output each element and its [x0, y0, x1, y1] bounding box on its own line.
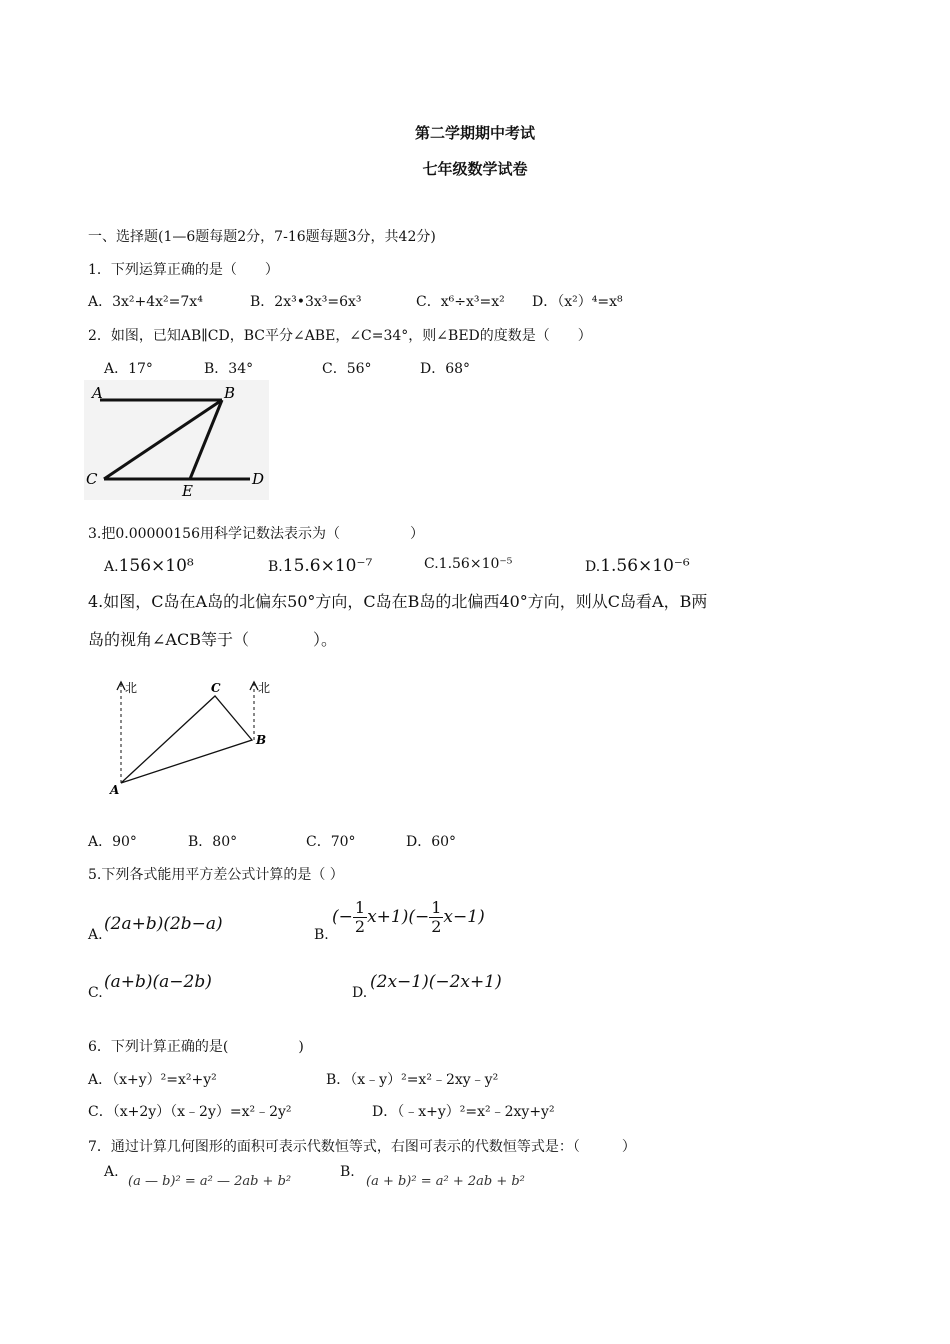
section-heading: 一、选择题(1—6题每题2分，7-16题每题3分，共42分) — [88, 229, 436, 245]
q5-option-b-label: B. — [314, 927, 329, 943]
q1-stem: 1．下列运算正确的是（ ） — [88, 262, 279, 278]
q2-option-a: A．17° — [104, 361, 153, 377]
q7-option-b-label: B. — [340, 1164, 355, 1180]
q6-stem: 6．下列计算正确的是( ) — [88, 1039, 304, 1055]
q5-option-c-expr: (a+b)(a−2b) — [104, 972, 212, 992]
q6-option-b: B．（x﹣y）²=x²﹣2xy﹣y² — [326, 1072, 499, 1088]
q4-option-d: D．60° — [406, 834, 457, 850]
q4-stem-line2: 岛的视角∠ACB等于（ ）。 — [88, 630, 337, 649]
q4-north-label-1: 北 — [125, 681, 138, 695]
q3-option-b-value: 15.6×10⁻⁷ — [282, 556, 373, 576]
q4-label-c: C — [211, 681, 221, 695]
q3-stem: 3.把0.00000156用科学记数法表示为（ ） — [88, 526, 424, 542]
q5-b-num1: 1 — [354, 898, 366, 917]
q4-option-b: B．80° — [188, 834, 238, 850]
q4-option-c: C．70° — [306, 834, 356, 850]
q5-stem: 5.下列各式能用平方差公式计算的是（ ） — [88, 867, 344, 883]
q4-stem-line1: 4.如图，C岛在A岛的北偏东50°方向，C岛在B岛的北偏西40°方向，则从C岛看A，B两 — [88, 592, 708, 611]
q2-option-c: C．56° — [322, 361, 372, 377]
q7-option-b-expr: (a + b)² = a² + 2ab + b² — [366, 1174, 525, 1189]
q2-label-e: E — [182, 482, 193, 500]
q7-option-a-label: A. — [104, 1164, 119, 1180]
q2-option-b: B．34° — [204, 361, 254, 377]
q6-option-d: D．（﹣x+y）²=x²﹣2xy+y² — [372, 1104, 555, 1120]
q5-b-den2: 2 — [431, 917, 442, 936]
q2-label-c: C — [86, 470, 98, 488]
q2-stem: 2．如图，已知AB∥CD，BC平分∠ABE，∠C=34°，则∠BED的度数是（ ） — [88, 328, 592, 344]
q1-option-d: D．（x²）⁴=x⁸ — [532, 294, 623, 310]
q3-option-c: C.1.56×10⁻⁵ — [424, 556, 513, 572]
q6-option-a: A．（x+y）²=x²+y² — [88, 1072, 217, 1088]
q5-b-num2: 1 — [431, 898, 442, 917]
q3-option-d-label: D. — [585, 559, 601, 575]
q2-label-a: A — [92, 384, 103, 402]
q4-figure — [108, 676, 278, 801]
q4-label-a: A — [110, 783, 120, 797]
q3-option-a-label: A. — [104, 559, 119, 575]
q4-label-b: B — [256, 733, 267, 747]
q5-option-b-expr — [332, 899, 485, 936]
q5-b-part3: x−1) — [443, 907, 485, 927]
q5-b-den1: 2 — [354, 917, 366, 936]
q5-option-a-label: A. — [88, 927, 103, 943]
exam-title: 第二学期期中考试 — [414, 124, 535, 142]
q3-option-d — [585, 556, 690, 576]
q2-figure — [84, 380, 269, 500]
q7-option-a-expr: (a — b)² = a² — 2ab + b² — [128, 1174, 292, 1189]
q6-option-c: C．（x+2y）（x﹣2y）=x²﹣2y² — [88, 1104, 292, 1120]
q1-option-a: A．3x²+4x²=7x⁴ — [88, 294, 203, 310]
q3-option-b-label: B. — [268, 559, 283, 575]
exam-subtitle: 七年级数学试卷 — [422, 160, 528, 178]
q4-option-a: A．90° — [88, 834, 137, 850]
q3-option-d-value: 1.56×10⁻⁶ — [600, 556, 690, 576]
q1-option-c: C．x⁶÷x³=x² — [416, 294, 505, 310]
q5-b-part1: (− — [332, 907, 353, 927]
q1-option-b: B．2x³•3x³=6x³ — [250, 294, 362, 310]
q2-label-d: D — [252, 470, 265, 488]
q2-option-d: D．68° — [420, 361, 471, 377]
q5-option-d-expr: (2x−1)(−2x+1) — [370, 972, 502, 992]
q5-b-fraction2 — [429, 899, 443, 936]
q5-b-fraction1 — [353, 899, 367, 936]
q3-option-a-value: 156×10⁸ — [118, 556, 194, 576]
q7-stem: 7．通过计算几何图形的面积可表示代数恒等式，右图可表示的代数恒等式是：（ ） — [88, 1139, 636, 1155]
q5-option-d-label: D. — [352, 985, 368, 1001]
q4-north-label-2: 北 — [258, 681, 271, 695]
q5-option-a-expr: (2a+b)(2b−a) — [104, 914, 223, 934]
q3-option-a — [104, 556, 194, 576]
q2-label-b: B — [224, 384, 236, 402]
q3-option-b — [268, 556, 372, 576]
q5-b-part2: x+1)(− — [367, 907, 430, 927]
q5-option-c-label: C. — [88, 985, 103, 1001]
